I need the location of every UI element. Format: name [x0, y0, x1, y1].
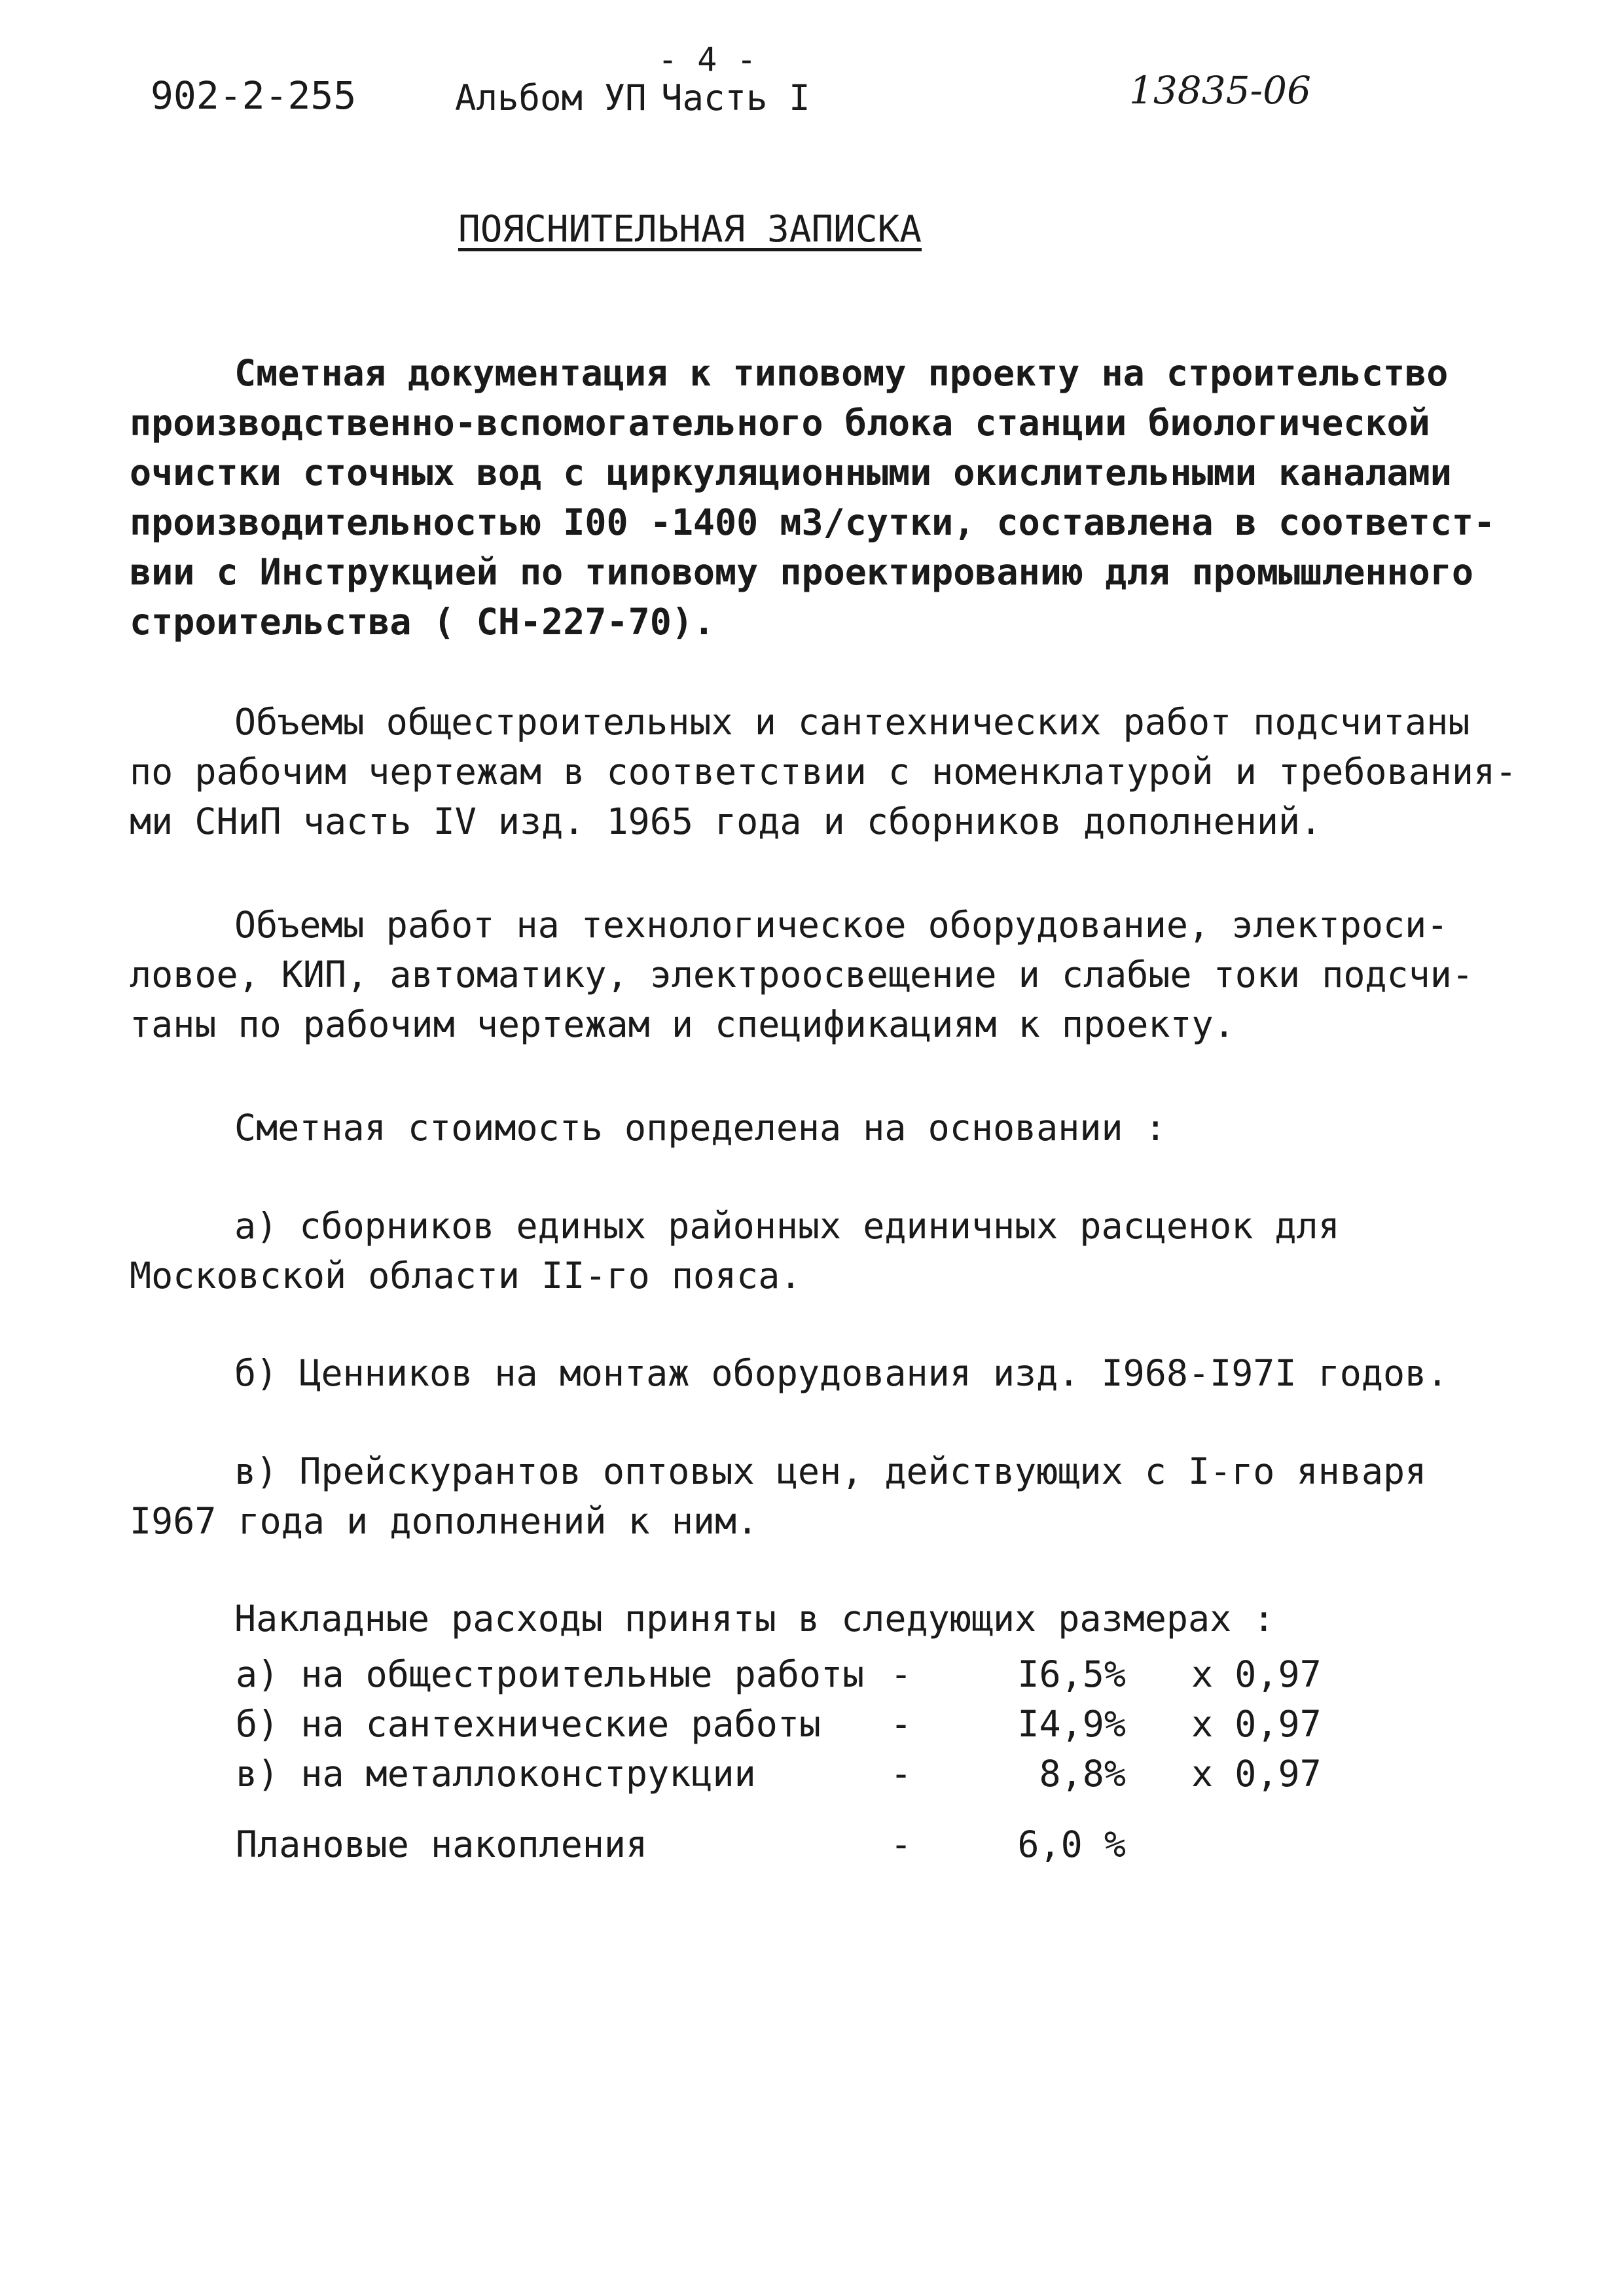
paragraph-overheads-intro	[130, 1594, 1478, 1643]
overhead-dash: -	[890, 1653, 912, 1695]
overhead-label: Плановые накопления	[236, 1823, 648, 1865]
text-line: Сметная документация к типовому проекту на строительство	[234, 352, 1449, 394]
overhead-label: в) на металлоконструкции	[236, 1753, 756, 1795]
overhead-dash: -	[890, 1703, 912, 1745]
overhead-coefficient: x 0,97	[1191, 1753, 1322, 1795]
text-line: производственно-вспомогательного блока станции биологической	[130, 402, 1430, 444]
paragraph-volumes-construction	[130, 697, 1517, 846]
text-line: строительства ( СН-227-70).	[130, 601, 715, 643]
overhead-value: 8,8%	[1039, 1753, 1126, 1795]
overhead-value: 6,0 %	[1017, 1823, 1126, 1865]
text-line: очистки сточных вод с циркуляционными окислительными каналами	[130, 452, 1452, 493]
text-line: в) Прейскурантов оптовых цен, действующих с I-го января	[234, 1450, 1427, 1492]
text-line: б) Ценников на монтаж оборудования изд. I968-I97I годов.	[234, 1352, 1449, 1394]
sheet-code: 13835-06	[1129, 68, 1311, 113]
overhead-coefficient: x 0,97	[1191, 1653, 1322, 1695]
text-line: Московской области II-го пояса.	[130, 1255, 802, 1297]
paragraph-basis-c	[130, 1446, 1478, 1546]
text-line: а) сборников единых районных единичных расценок для	[234, 1205, 1340, 1247]
paragraph-basis-a	[130, 1201, 1478, 1300]
text-line: таны по рабочим чертежам и спецификациям к проекту.	[130, 1003, 1235, 1045]
text-line: I967 года и дополнений к ним.	[130, 1500, 759, 1542]
part-label: Часть I	[661, 77, 810, 118]
text-line: производительностью I00 -1400 м3/сутки, составлена в соответст-	[130, 501, 1496, 543]
paragraph-intro	[130, 348, 1496, 647]
doc-number: 902-2-255	[151, 73, 357, 118]
text-line: по рабочим чертежам в соответствии с номенклатурой и требования-	[130, 751, 1517, 793]
page-number: - 4 -	[658, 41, 757, 79]
overhead-coefficient: x 0,97	[1191, 1703, 1322, 1745]
overhead-dash: -	[890, 1753, 912, 1795]
text-line: вии с Инструкцией по типовому проектированию для промышленного	[130, 551, 1473, 593]
paragraph-basis-b	[130, 1348, 1478, 1398]
overhead-dash: -	[890, 1823, 912, 1865]
text-line: ми СНиП часть IV изд. 1965 года и сборников дополнений.	[130, 800, 1322, 842]
overhead-label: а) на общестроительные работы	[236, 1653, 865, 1695]
text-line: Накладные расходы приняты в следующих размерах :	[234, 1598, 1275, 1640]
paragraph-volumes-equipment	[130, 900, 1478, 1049]
overhead-value: I4,9%	[1017, 1703, 1126, 1745]
text-line: Сметная стоимость определена на основании :	[234, 1107, 1166, 1149]
text-line: Объемы работ на технологическое оборудование, электроси-	[234, 904, 1449, 946]
text-line: ловое, КИП, автоматику, электроосвещение и слабые токи подсчи-	[130, 954, 1473, 996]
page-title: ПОЯСНИТЕЛЬНАЯ ЗАПИСКА	[458, 208, 922, 251]
text-line: Объемы общестроительных и сантехнических работ подсчитаны	[234, 701, 1470, 743]
album-label: Альбом УП	[455, 77, 647, 118]
overhead-label: б) на сантехнические работы	[236, 1703, 821, 1745]
overhead-value: I6,5%	[1017, 1653, 1126, 1695]
paragraph-cost-basis	[130, 1103, 1478, 1153]
